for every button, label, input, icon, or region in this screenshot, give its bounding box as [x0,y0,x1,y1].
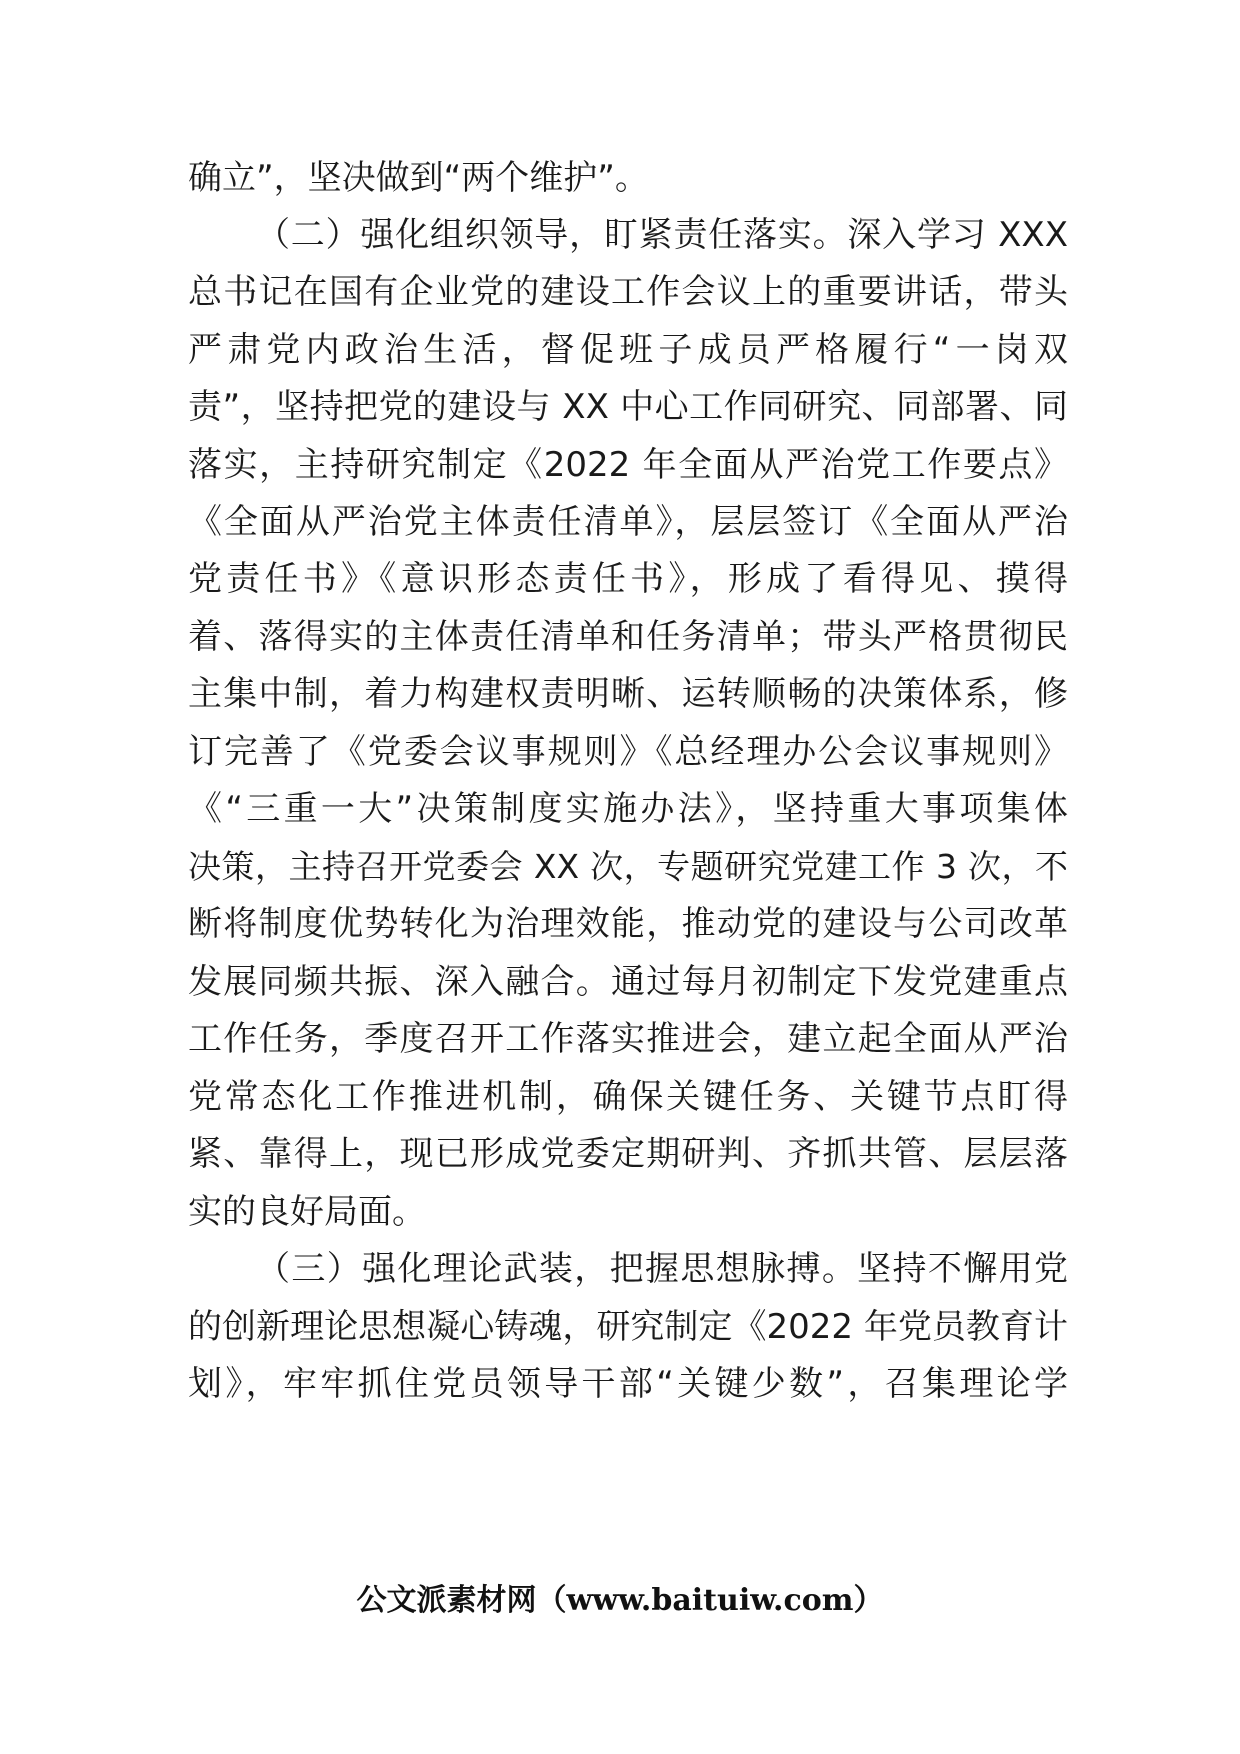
paragraph-line: 工作任务，季度召开工作落实推进会，建立起全面从严治 [188,1019,1068,1059]
paragraph-line: 党常态化工作推进机制，确保关键任务、关键节点盯得 [188,1077,1068,1117]
paragraph-line: 紧、靠得上，现已形成党委定期研判、齐抓共管、层层落 [188,1134,1068,1174]
paragraph-line: 责”，坚持把党的建设与 XX 中心工作同研究、同部署、同 [188,387,1068,427]
paragraph-line: 落实，主持研究制定《2022 年全面从严治党工作要点》 [188,445,1068,485]
paragraph-line: 确立”，坚决做到“两个维护”。 [188,158,649,198]
paragraph-line: 决策，主持召开党委会 XX 次，专题研究党建工作 3 次，不 [188,847,1068,886]
paragraph-line: 着、落得实的主体责任清单和任务清单；带头严格贯彻民 [188,617,1068,657]
paragraph-line: 主集中制，着力构建权责明晰、运转顺畅的决策体系，修 [188,674,1068,714]
paragraph-line: 严肃党内政治生活，督促班子成员严格履行“一岗双 [188,330,1068,370]
paragraph-line: 《“三重一大”决策制度实施办法》，坚持重大事项集体 [188,789,1068,829]
paragraph-line: 实的良好局面。 [188,1192,426,1232]
paragraph-line: 的创新理论思想凝心铸魂，研究制定《2022 年党员教育计 [188,1307,1068,1347]
watermark-footer: 公文派素材网（www.baituiw.com） [356,1583,884,1618]
paragraph-line: 划》，牢牢抓住党员领导干部“关键少数”，召集理论学 [188,1364,1068,1404]
section-heading-line: （二）强化组织领导，盯紧责任落实。深入学习 XXX [256,215,1068,255]
paragraph-line: 发展同频共振、深入融合。通过每月初制定下发党建重点 [188,962,1068,1002]
paragraph-line: 订完善了《党委会议事规则》《总经理办公会议事规则》 [188,732,1068,772]
section-heading-line: （三）强化理论武装，把握思想脉搏。坚持不懈用党 [256,1249,1068,1289]
paragraph-line: 总书记在国有企业党的建设工作会议上的重要讲话，带头 [188,272,1068,312]
paragraph-line: 党责任书》《意识形态责任书》，形成了看得见、摸得 [188,559,1068,599]
paragraph-line: 断将制度优势转化为治理效能，推动党的建设与公司改革 [188,904,1068,944]
paragraph-line: 《全面从严治党主体责任清单》，层层签订《全面从严治 [188,502,1068,542]
